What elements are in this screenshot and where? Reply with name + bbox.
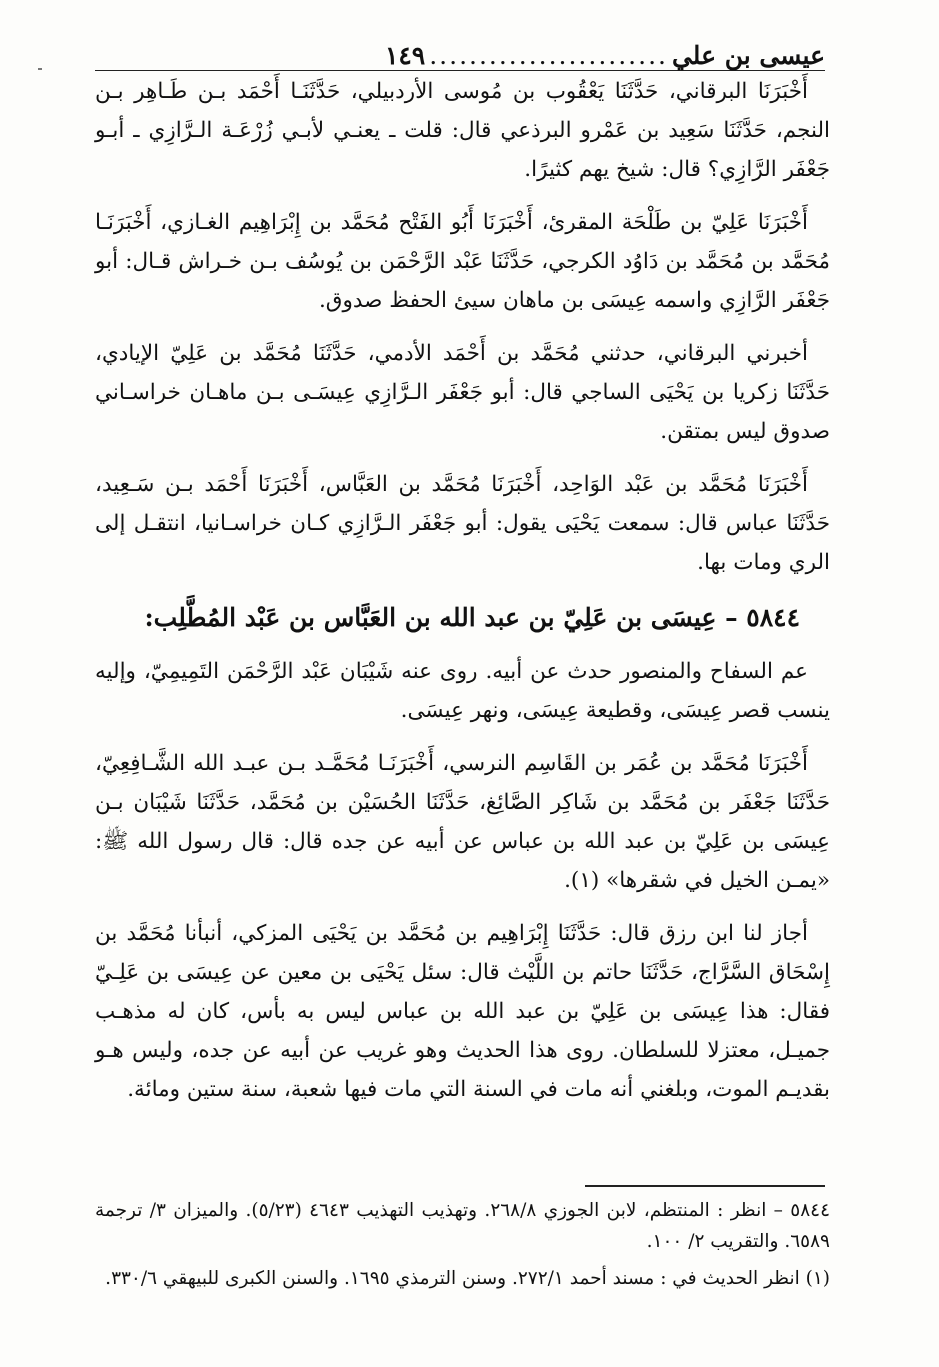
- entry-heading: ٥٨٤٤ – عِيسَى بن عَلِيّ بن عبد الله بن العَبَّاس بن عَبْد المُطَّلِب:: [144, 603, 800, 632]
- paragraph-3: أخبرني البرقاني، حدثني مُحَمَّد بن أَحْمَد الأدمي، حَدَّثَنَا مُحَمَّد بن عَلِيّ الإيادي، حَدَّثَنَا زكريا بن يَحْيَى الساجي قال: أبو جَعْفَر الـرَّازِي عِيسَـى بـن ماهـان خراسـاني صدوق ليس بمتقن.: [95, 341, 830, 444]
- margin-mark: [38, 68, 42, 70]
- header-title: عيسى بن علي: [671, 41, 825, 70]
- running-header: [95, 30, 825, 71]
- entry-paragraph-3: أجاز لنا ابن رزق قال: حَدَّثَنَا إِبْرَاهِيم بن مُحَمَّد بن يَحْيَى المزكي، أنبأنا مُحَمَّد بن إِسْحَاق السَّرَّاج، حَدَّثَنَا حاتم بن اللَّيْث قال: سئل يَحْيَى بن معين عن عِيسَى بن عَلِـيّ فقال: هذا عِيسَى بن عَلِيّ بن عبد الله بن عباس ليس به بأس، كان له مذهـب جميـل، معتزلا للسلطان. روى هذا الحديث وهو غريب عن أبيه عن جده، وليس هـو بقديـم الموت، وبلغني أنه مات في السنة التي مات فيها شعبة، سنة ستين ومائة.: [95, 921, 830, 1102]
- footnotes: [95, 1195, 830, 1300]
- footnote-rule: [585, 1185, 825, 1187]
- header-dots: ........................: [429, 41, 668, 70]
- paragraph-4: أَخْبَرَنَا مُحَمَّد بن عَبْد الوَاحِد، أَخْبَرَنَا مُحَمَّد بن العَبَّاس، أَخْبَرَنَا أَحْمَد بـن سَـعِيد، حَدَّثَنَا عباس قال: سمعت يَحْيَى يقول: أبو جَعْفَر الـرَّازِي كـان خراسـانيا، انتقـل إلى الري ومات بها.: [95, 472, 830, 575]
- footnote-1: (١) انظر الحديث في : مسند أحمد ٢٧٢/١. وسنن الترمذي ١٦٩٥. والسنن الكبرى للبيهقي ٣٣٠/٦.: [105, 1268, 830, 1289]
- paragraph-1: أَخْبَرَنَا البرقاني، حَدَّثَنَا يَعْقُوب بن مُوسى الأردبيلي، حَدَّثَنَـا أَحْمَد بـن طَـاهِر بـن النجم، حَدَّثَنَا سَعِيد بن عَمْرو البرذعي قال: قلت ـ يعنـي لأبـي زُرْعَـة الـرَّازِي ـ أبـو جَعْفَر الرَّازِي؟ قال: شيخ يهم كثيرًا.: [95, 79, 830, 182]
- page-number: ١٤٩: [384, 41, 426, 70]
- main-text: [95, 72, 830, 1123]
- entry-paragraph-1: عم السفاح والمنصور حدث عن أبيه. روى عنه شَيْبَان عَبْد الرَّحْمَن التَمِيمِيّ، وإليه ينسب قصر عِيسَى، وقطيعة عِيسَى، ونهر عِيسَى.: [95, 659, 830, 723]
- footnote-entry: ٥٨٤٤ – انظر : المنتظم، لابن الجوزي ٢٦٨/٨. وتهذيب التهذيب ٤٦٤٣ (٥/٢٣). والميزان ٣/ ترجمة ٦٥٨٩. والتقريب ٢/ ١٠٠.: [95, 1200, 831, 1252]
- entry-paragraph-2: أَخْبَرَنَا مُحَمَّد بن عُمَر بن القَاسِم النرسي، أَخْبَرَنَـا مُحَمَّـد بـن عبـد الله الشَّـافِعِيّ، حَدَّثَنَا جَعْفَر بن مُحَمَّد بن شَاكِر الصَّائِغ، حَدَّثَنَا الحُسَيْن بن مُحَمَّد، حَدَّثَنَا شَيْبَان بـن عِيسَى بن عَلِيّ بن عبد الله بن عباس عن أبيه عن جده قال: قال رسول الله ﷺ: «يمـن الخيل في شقرها» (١).: [95, 751, 830, 893]
- paragraph-2: أَخْبَرَنَا عَلِيّ بن طَلْحَة المقرئ، أَخْبَرَنَا أَبُو الفَتْح مُحَمَّد بن إِبْرَاهِيم الغـازي، أَخْبَرَنَـا مُحَمَّد بن مُحَمَّد بن دَاوُد الكرجي، حَدَّثَنَا عَبْد الرَّحْمَن بن يُوسُف بـن خـراش قـال: أبو جَعْفَر الرَّازِي واسمه عِيسَى بن ماهان سيئ الحفظ صدوق.: [95, 210, 830, 313]
